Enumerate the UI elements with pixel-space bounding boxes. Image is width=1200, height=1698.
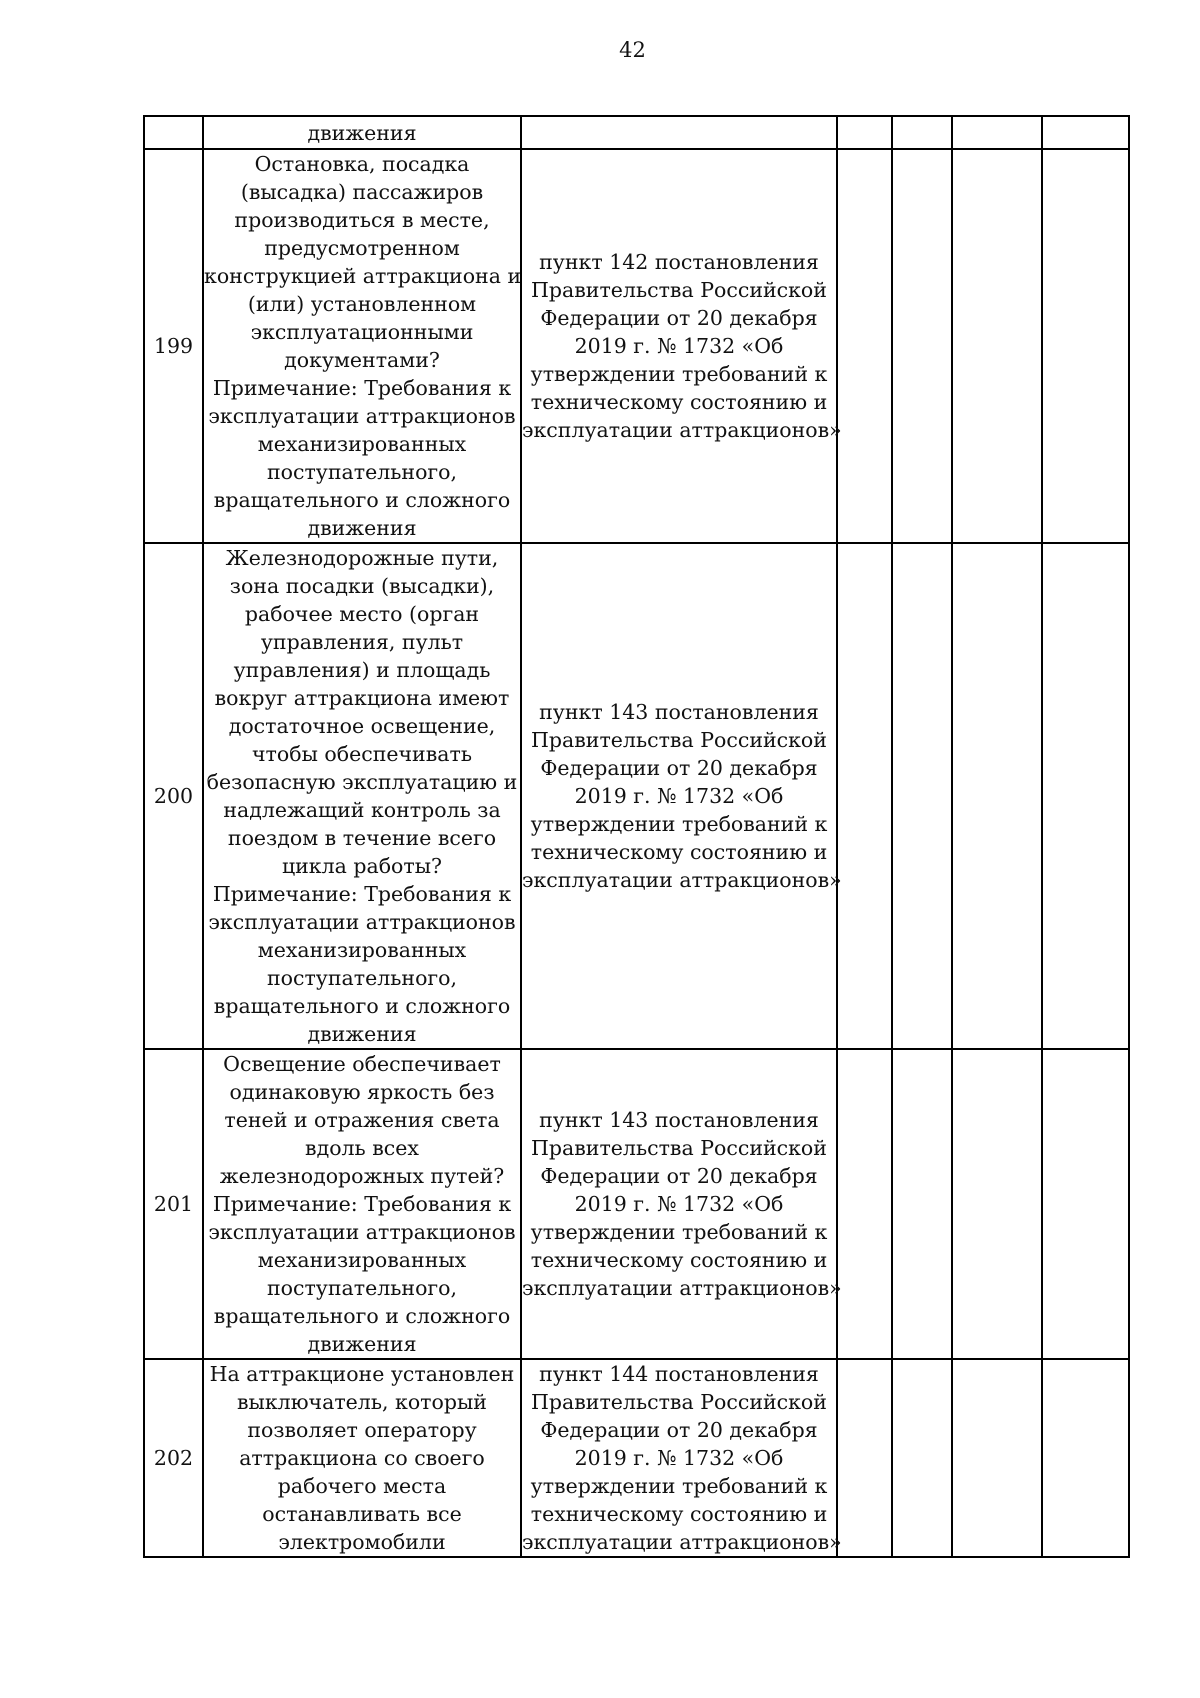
question-line: Освещение обеспечивает <box>223 1052 501 1076</box>
legal-basis-line: утверждении требований к <box>530 362 828 386</box>
answer-cell <box>892 116 952 149</box>
answer-cell <box>952 1359 1042 1557</box>
answer-cell <box>892 149 952 543</box>
question-line: вдоль всех <box>305 1136 419 1160</box>
table-row <box>144 149 1129 543</box>
answer-cell <box>952 543 1042 1049</box>
answer-cell <box>1042 1049 1129 1359</box>
question-line: поступательного, <box>266 966 458 990</box>
legal-basis-line: эксплуатации аттракционов» <box>522 868 842 892</box>
legal-basis-cell <box>521 116 837 149</box>
legal-basis-line: пункт 143 постановления <box>539 700 819 724</box>
answer-cell <box>952 1049 1042 1359</box>
legal-basis-cell <box>521 543 842 1049</box>
question-line: Примечание: Требования к <box>212 1192 512 1216</box>
question-line: чтобы обеспечивать <box>252 742 472 766</box>
question-line: безопасную эксплуатацию и <box>206 770 518 794</box>
question-line: рабочего места <box>277 1474 447 1498</box>
checklist-table-body <box>144 116 1129 1557</box>
legal-basis-line: 2019 г. № 1732 «Об <box>574 334 784 358</box>
row-number <box>144 116 203 149</box>
question-cell <box>203 543 521 1049</box>
checklist-table <box>143 115 1130 1558</box>
answer-cell <box>1042 116 1129 149</box>
question-line: На аттракционе установлен <box>209 1362 515 1386</box>
question-cell <box>203 1049 521 1359</box>
question-line: теней и отражения света <box>224 1108 500 1132</box>
question-line: движения <box>307 120 417 145</box>
legal-basis-cell <box>521 149 842 543</box>
question-line: поступательного, <box>266 460 458 484</box>
legal-basis-line: 2019 г. № 1732 «Об <box>574 1192 784 1216</box>
legal-basis-line: утверждении требований к <box>530 812 828 836</box>
question-line: предусмотренном <box>264 236 460 260</box>
legal-basis-line: 2019 г. № 1732 «Об <box>574 784 784 808</box>
question-line: движения <box>307 516 417 540</box>
question-line: рабочее место (орган <box>244 602 480 626</box>
question-cell <box>203 116 521 149</box>
answer-cell <box>952 116 1042 149</box>
question-line: движения <box>307 1022 417 1046</box>
question-line: механизированных <box>257 432 467 456</box>
question-line: управления) и площадь <box>233 658 491 682</box>
legal-basis-line: 2019 г. № 1732 «Об <box>574 1446 784 1470</box>
question-line: механизированных <box>257 1248 467 1272</box>
table-row <box>144 116 1129 149</box>
question-line: конструкцией аттракциона и <box>204 264 522 288</box>
page-number: 42 <box>619 38 646 62</box>
legal-basis-line: утверждении требований к <box>530 1220 828 1244</box>
question-line: вращательного и сложного <box>213 488 511 512</box>
legal-basis-line: Федерации от 20 декабря <box>540 756 818 780</box>
question-line: движения <box>307 1332 417 1356</box>
legal-basis-line: пункт 143 постановления <box>539 1108 819 1132</box>
legal-basis-line: Федерации от 20 декабря <box>540 1164 818 1188</box>
answer-cell <box>837 1049 892 1359</box>
legal-basis-line: эксплуатации аттракционов» <box>522 1530 842 1554</box>
answer-cell <box>952 149 1042 543</box>
legal-basis-line: техническому состоянию и <box>530 1502 828 1526</box>
question-line: зона посадки (высадки), <box>229 574 495 598</box>
legal-basis-line: Правительства Российской <box>531 278 827 302</box>
row-number: 202 <box>144 1359 203 1557</box>
question-line: надлежащий контроль за <box>223 798 501 822</box>
question-line: электромобили <box>278 1530 446 1554</box>
answer-cell <box>837 1359 892 1557</box>
question-line: цикла работы? <box>281 854 443 878</box>
legal-basis-line: Правительства Российской <box>531 1136 827 1160</box>
answer-cell <box>837 543 892 1049</box>
legal-basis-line: Правительства Российской <box>531 1390 827 1414</box>
answer-cell <box>1042 1359 1129 1557</box>
table-row <box>144 1049 1129 1359</box>
question-line: одинаковую яркость без <box>229 1080 495 1104</box>
question-line: аттракциона со своего <box>239 1446 485 1470</box>
question-line: Примечание: Требования к <box>212 882 512 906</box>
answer-cell <box>892 1049 952 1359</box>
question-line: эксплуатации аттракционов <box>208 404 516 428</box>
question-line: производиться в месте, <box>234 208 490 232</box>
legal-basis-cell <box>521 1049 842 1359</box>
legal-basis-line: Федерации от 20 декабря <box>540 1418 818 1442</box>
legal-basis-line: эксплуатации аттракционов» <box>522 418 842 442</box>
row-number: 199 <box>144 149 203 543</box>
legal-basis-line: техническому состоянию и <box>530 840 828 864</box>
question-line: управления, пульт <box>260 630 464 654</box>
answer-cell <box>1042 149 1129 543</box>
legal-basis-line: Федерации от 20 декабря <box>540 306 818 330</box>
question-line: документами? <box>284 348 440 372</box>
question-cell <box>203 149 521 543</box>
question-line: позволяет оператору <box>247 1418 477 1442</box>
answer-cell <box>837 116 892 149</box>
answer-cell <box>837 149 892 543</box>
legal-basis-line: пункт 144 постановления <box>539 1362 819 1386</box>
answer-cell <box>892 543 952 1049</box>
legal-basis-line: техническому состоянию и <box>530 390 828 414</box>
question-cell <box>203 1359 521 1557</box>
question-line: вращательного и сложного <box>213 1304 511 1328</box>
question-line: останавливать все <box>262 1502 462 1526</box>
legal-basis-line: утверждении требований к <box>530 1474 828 1498</box>
row-number: 200 <box>144 543 203 1049</box>
question-line: эксплуатационными <box>250 320 474 344</box>
answer-cell <box>892 1359 952 1557</box>
question-line: эксплуатации аттракционов <box>208 910 516 934</box>
question-line: Остановка, посадка <box>254 152 470 176</box>
question-line: (или) установленном <box>247 292 477 316</box>
legal-basis-cell <box>521 1359 842 1557</box>
question-line: (высадка) пассажиров <box>240 180 484 204</box>
question-line: поездом в течение всего <box>227 826 497 850</box>
legal-basis-line: Правительства Российской <box>531 728 827 752</box>
question-line: эксплуатации аттракционов <box>208 1220 516 1244</box>
question-line: вокруг аттракциона имеют <box>214 686 510 710</box>
question-line: достаточное освещение, <box>228 714 496 738</box>
question-line: поступательного, <box>266 1276 458 1300</box>
row-number: 201 <box>144 1049 203 1359</box>
question-line: Железнодорожные пути, <box>225 546 499 570</box>
legal-basis-line: техническому состоянию и <box>530 1248 828 1272</box>
table-row <box>144 543 1129 1049</box>
table-row <box>144 1359 1129 1557</box>
answer-cell <box>1042 543 1129 1049</box>
legal-basis-line: эксплуатации аттракционов» <box>522 1276 842 1300</box>
question-line: вращательного и сложного <box>213 994 511 1018</box>
question-line: железнодорожных путей? <box>219 1164 505 1188</box>
legal-basis-line: пункт 142 постановления <box>539 250 819 274</box>
question-line: выключатель, который <box>237 1390 487 1414</box>
question-line: Примечание: Требования к <box>212 376 512 400</box>
question-line: механизированных <box>257 938 467 962</box>
